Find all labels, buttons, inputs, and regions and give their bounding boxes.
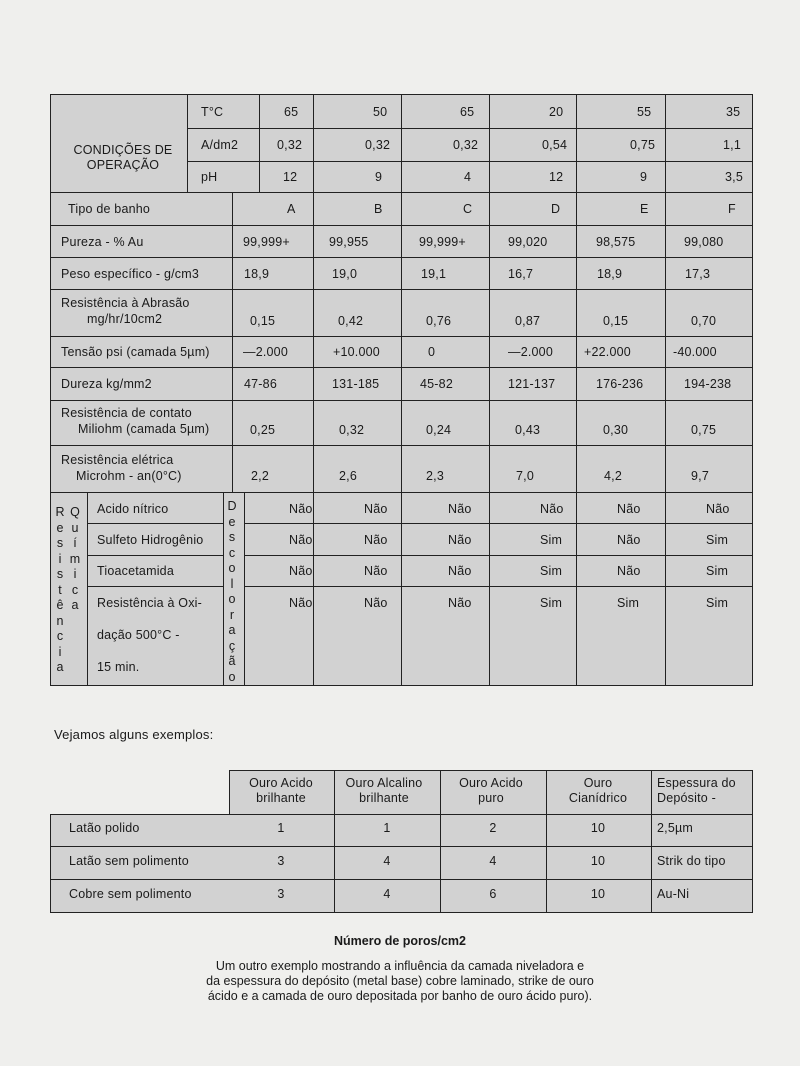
contact-b: 0,32 (339, 423, 365, 437)
temp-e: 55 (637, 105, 652, 119)
row-label-abrasion: Resistência à Abrasão (61, 296, 190, 310)
tension-e: +22.000 (584, 345, 631, 359)
contact-a: 0,25 (250, 423, 276, 437)
current-e: 0,75 (630, 138, 656, 152)
electrical-f: 9,7 (691, 469, 709, 483)
chem-value: Não (289, 533, 313, 547)
current-f: 1,1 (723, 138, 741, 152)
pores-value: 3 (277, 854, 285, 868)
pores-value: 10 (590, 821, 606, 835)
contact-f: 0,75 (691, 423, 717, 437)
temp-a: 65 (284, 105, 299, 119)
row-label-contact-resistance: Resistência de contato (61, 406, 192, 420)
chemical-vertical-label: Q u í m i c a (69, 505, 81, 612)
chem-value: Não (448, 596, 472, 610)
param-label-temperature: T°C (201, 105, 224, 119)
pores-value: 6 (489, 887, 497, 901)
chem-value: Não (364, 564, 388, 578)
row-label-electrical-resistance-unit: Microhm - an(0°C) (76, 469, 182, 483)
row-label-unpolished-brass: Latão sem polimento (69, 854, 189, 868)
purity-b: 99,955 (329, 235, 369, 249)
pores-value: 4 (383, 887, 391, 901)
contact-d: 0,43 (515, 423, 541, 437)
weight-a: 18,9 (244, 267, 270, 281)
row-label-abrasion-unit: mg/hr/10cm2 (87, 312, 163, 326)
abrasion-b: 0,42 (338, 314, 364, 328)
ph-d: 12 (549, 170, 564, 184)
row-label-contact-resistance-unit: Miliohm (camada 5µm) (78, 422, 210, 436)
chem-value: Não (364, 502, 388, 516)
chem-value: Não (289, 596, 313, 610)
hardness-c: 45-82 (420, 377, 453, 391)
chem-value: Não (448, 533, 472, 547)
tension-b: +10.000 (333, 345, 380, 359)
pores-table (50, 770, 753, 913)
pores-value: 10 (590, 887, 606, 901)
col-header-cyanide-1: Ouro (583, 776, 613, 790)
temp-f: 35 (726, 105, 741, 119)
row-label-polished-brass: Latão polido (69, 821, 140, 835)
row-label-hardness: Dureza kg/mm2 (61, 377, 152, 391)
col-header-acid-pure-1: Ouro Acido (459, 776, 523, 790)
properties-table (50, 94, 753, 686)
col-header-alkaline-bright-1: Ouro Alcalino (345, 776, 423, 790)
chem-value: Sim (706, 596, 729, 610)
caption-title: Número de poros/cm2 (334, 934, 466, 948)
chem-label-nitric: Acido nítrico (97, 502, 169, 516)
caption-line-3: ácido e a camada de ouro depositada por banho de ouro ácido puro). (207, 989, 593, 1003)
temp-c: 65 (460, 105, 475, 119)
conditions-label: CONDIÇÕES DE OPERAÇÃO (73, 143, 173, 172)
thickness-note-1: 2,5µm (657, 821, 693, 835)
bath-a: A (287, 202, 296, 216)
current-b: 0,32 (365, 138, 391, 152)
col-header-thickness-2: Depósito - (657, 791, 716, 805)
col-header-acid-bright-1: Ouro Acido (249, 776, 313, 790)
chem-label-oxidation-time: 15 min. (97, 660, 140, 674)
current-d: 0,54 (542, 138, 568, 152)
chemical-resistance-vertical-label: R e s i s t ê n c i a (55, 505, 65, 674)
row-label-unpolished-copper: Cobre sem polimento (69, 887, 192, 901)
weight-f: 17,3 (685, 267, 711, 281)
ph-c: 4 (464, 170, 472, 184)
chem-label-thioacetamide: Tioacetamida (97, 564, 174, 578)
col-header-cyanide-2: Cianídrico (568, 791, 628, 805)
row-label-specific-weight: Peso específico - g/cm3 (61, 267, 199, 281)
bath-c: C (463, 202, 473, 216)
chem-value: Sim (540, 596, 563, 610)
discoloration-vertical-label: D e s c o l o r a ç ã o (227, 499, 237, 684)
chem-value: Sim (540, 533, 563, 547)
bath-b: B (374, 202, 383, 216)
abrasion-c: 0,76 (426, 314, 452, 328)
purity-a: 99,999+ (243, 235, 290, 249)
abrasion-a: 0,15 (250, 314, 276, 328)
current-a: 0,32 (277, 138, 303, 152)
chem-value: Não (617, 564, 641, 578)
bath-d: D (551, 202, 561, 216)
chem-value: Não (364, 533, 388, 547)
hardness-d: 121-137 (508, 377, 556, 391)
chem-value: Não (448, 564, 472, 578)
thickness-note-3: Au-Ni (657, 887, 690, 901)
row-label-electrical-resistance: Resistência elétrica (61, 453, 174, 467)
param-label-ph: pH (201, 170, 218, 184)
chem-label-oxidation: Resistência à Oxi- (97, 596, 203, 610)
abrasion-e: 0,15 (603, 314, 629, 328)
contact-c: 0,24 (426, 423, 452, 437)
hardness-a: 47-86 (244, 377, 277, 391)
chem-value: Não (289, 564, 313, 578)
chem-label-oxidation-temp: dação 500°C - (97, 628, 180, 642)
weight-c: 19,1 (421, 267, 447, 281)
chem-value: Não (617, 502, 641, 516)
thickness-note-2: Strik do tipo (657, 854, 726, 868)
col-header-acid-pure-2: puro (478, 791, 504, 805)
col-header-acid-bright-2: brilhante (256, 791, 306, 805)
tension-a: —2.000 (243, 345, 288, 359)
chem-value: Sim (617, 596, 640, 610)
caption-line-1: Um outro exemplo mostrando a influência da camada niveladora e (215, 959, 585, 973)
purity-e: 98,575 (596, 235, 636, 249)
ph-a: 12 (283, 170, 298, 184)
contact-e: 0,30 (603, 423, 629, 437)
chem-value: Sim (706, 533, 729, 547)
chem-label-hydrogen-sulfide: Sulfeto Hidrogênio (97, 533, 204, 547)
purity-c: 99,999+ (419, 235, 466, 249)
ph-f: 3,5 (725, 170, 743, 184)
pores-value: 2 (489, 821, 497, 835)
electrical-a: 2,2 (251, 469, 269, 483)
chem-value: Não (617, 533, 641, 547)
param-label-current: A/dm2 (201, 138, 239, 152)
pores-value: 10 (590, 854, 606, 868)
chem-value: Não (364, 596, 388, 610)
chem-value: Não (540, 502, 564, 516)
pores-value: 1 (277, 821, 285, 835)
intro-text: Vejamos alguns exemplos: (54, 727, 214, 742)
ph-e: 9 (640, 170, 648, 184)
hardness-b: 131-185 (332, 377, 380, 391)
electrical-c: 2,3 (426, 469, 444, 483)
electrical-d: 7,0 (516, 469, 534, 483)
purity-f: 99,080 (684, 235, 724, 249)
col-header-thickness-1: Espessura do (657, 776, 736, 790)
chem-value: Não (289, 502, 313, 516)
tension-f: -40.000 (673, 345, 717, 359)
bath-type-label: Tipo de banho (68, 202, 151, 216)
hardness-e: 176-236 (596, 377, 644, 391)
tension-c: 0 (428, 345, 436, 359)
abrasion-d: 0,87 (515, 314, 541, 328)
pores-value: 4 (383, 854, 391, 868)
row-label-purity: Pureza - % Au (61, 235, 144, 249)
hardness-f: 194-238 (684, 377, 732, 391)
bath-e: E (640, 202, 649, 216)
abrasion-f: 0,70 (691, 314, 717, 328)
purity-d: 99,020 (508, 235, 548, 249)
current-c: 0,32 (453, 138, 479, 152)
electrical-e: 4,2 (604, 469, 622, 483)
pores-value: 4 (489, 854, 497, 868)
bath-f: F (728, 202, 736, 216)
weight-b: 19,0 (332, 267, 358, 281)
weight-d: 16,7 (508, 267, 534, 281)
row-label-tension: Tensão psi (camada 5µm) (61, 345, 210, 359)
temp-b: 50 (373, 105, 388, 119)
electrical-b: 2,6 (339, 469, 357, 483)
col-header-alkaline-bright-2: brilhante (359, 791, 409, 805)
chem-value: Sim (540, 564, 563, 578)
chem-value: Sim (706, 564, 729, 578)
chem-value: Não (706, 502, 730, 516)
ph-b: 9 (375, 170, 383, 184)
tension-d: —2.000 (508, 345, 553, 359)
weight-e: 18,9 (597, 267, 623, 281)
chem-value: Não (448, 502, 472, 516)
temp-d: 20 (549, 105, 564, 119)
pores-value: 3 (277, 887, 285, 901)
caption-line-2: da espessura do depósito (metal base) cobre laminado, strike de ouro (206, 974, 594, 988)
pores-value: 1 (383, 821, 391, 835)
